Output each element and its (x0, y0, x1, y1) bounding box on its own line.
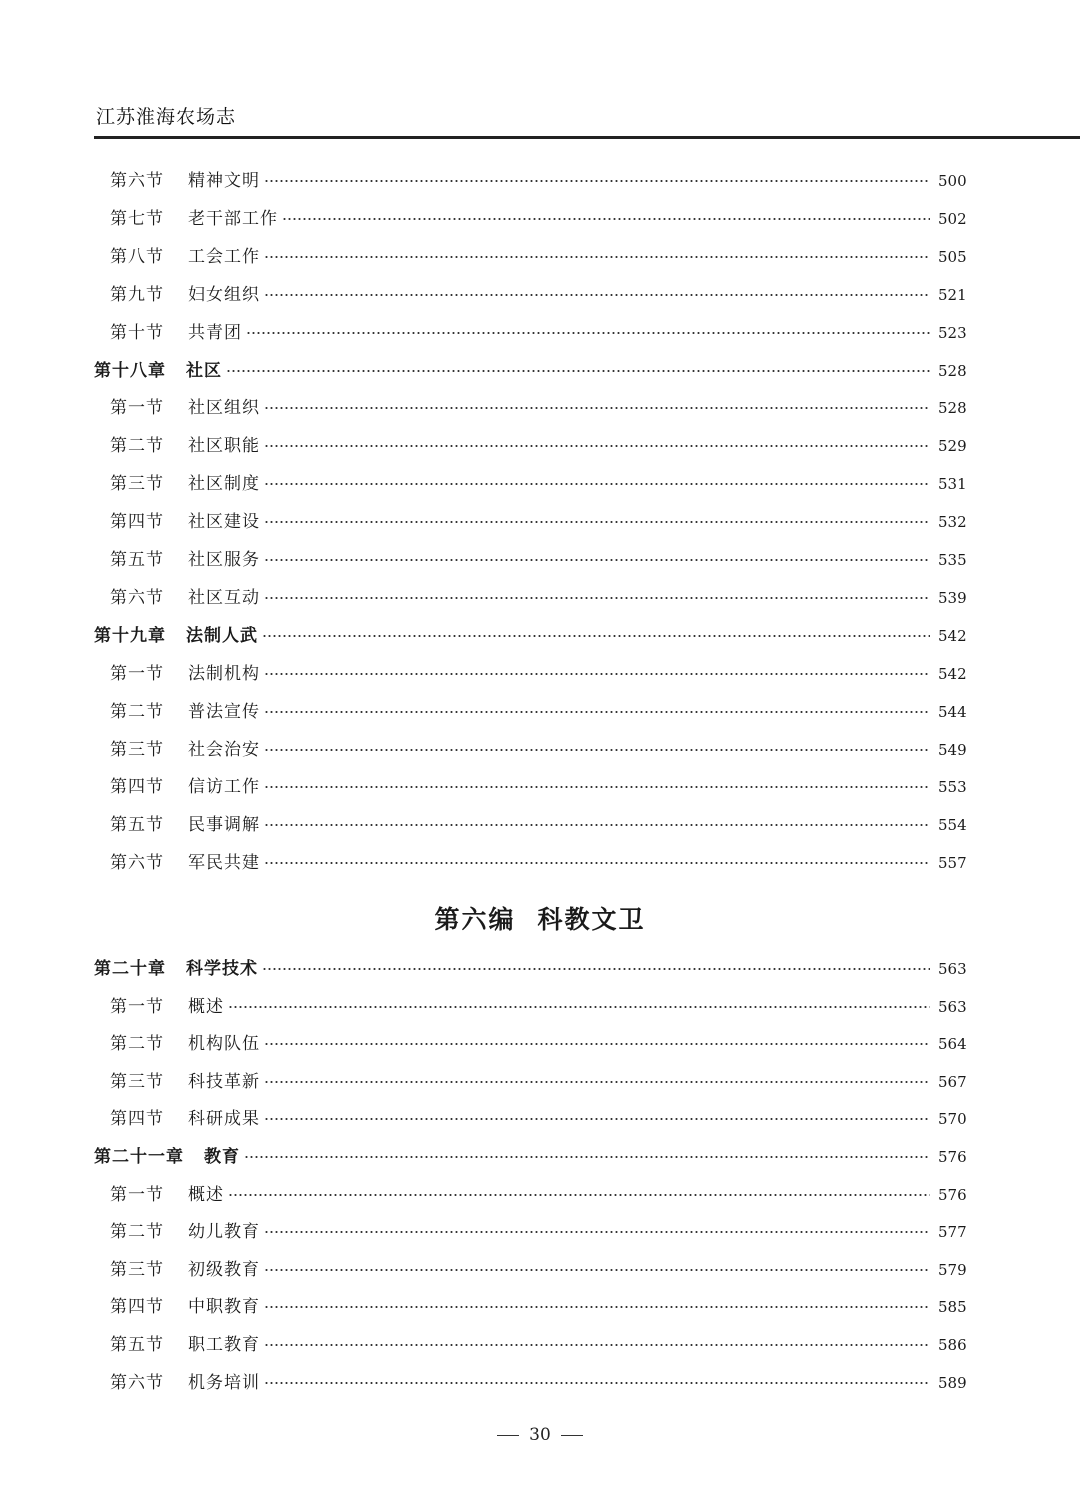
dot-leader (264, 482, 930, 486)
toc-entry-number: 第一节 (110, 398, 164, 419)
part-title: 科教文卫 (537, 905, 646, 934)
toc-section-entry (110, 168, 967, 194)
dot-leader (264, 1042, 930, 1046)
toc-entry-page: 579 (938, 1260, 967, 1279)
toc-entry-page: 539 (938, 588, 967, 607)
toc-section-entry (110, 1332, 967, 1358)
toc-entry-number: 第二节 (110, 436, 164, 457)
toc-entry-number: 第一节 (110, 663, 164, 684)
toc-entry-title: 信访工作 (188, 777, 260, 798)
toc-entry-title: 社区 (186, 360, 222, 381)
toc-entry-number: 第三节 (110, 1071, 164, 1092)
toc-entry-page: 532 (938, 513, 967, 532)
toc-entry-page: 544 (938, 702, 967, 721)
toc-entry-page: 576 (938, 1185, 967, 1204)
toc-entry-title: 机务培训 (188, 1372, 260, 1393)
toc-section-entry (110, 1031, 967, 1057)
footer-dash-left (497, 1435, 519, 1436)
toc-entry-number: 第一节 (110, 996, 164, 1017)
toc-section-entry (110, 737, 967, 763)
dot-leader (246, 331, 930, 335)
dot-leader (264, 1268, 930, 1272)
toc-entry-page: 523 (938, 323, 967, 342)
toc-entry-page: 563 (938, 960, 967, 978)
dot-leader (264, 1230, 930, 1234)
dot-leader (264, 1305, 930, 1309)
dot-leader (264, 444, 930, 448)
toc-entry-page: 528 (938, 361, 967, 380)
toc-entry-title: 社区制度 (188, 474, 260, 495)
toc-entry-title: 普法宣传 (188, 701, 260, 722)
dot-leader (262, 634, 930, 638)
dot-leader (264, 823, 930, 827)
part-number: 第六编 (434, 905, 516, 934)
toc-entry-title: 社会治安 (188, 739, 260, 760)
toc-entry-number: 第一节 (110, 1184, 164, 1205)
toc-entry-number: 第六节 (110, 1372, 164, 1393)
toc-chapter-entry (94, 1144, 967, 1170)
toc-entry-title: 概述 (188, 996, 224, 1017)
toc-entry-number: 第八节 (110, 246, 164, 267)
toc-entry-number: 第四节 (110, 777, 164, 798)
toc-entry-page: 505 (938, 247, 967, 266)
dot-leader (264, 179, 930, 183)
toc-entry-title: 共青团 (188, 322, 242, 343)
toc-entry-page: 576 (938, 1148, 967, 1166)
toc-entry-title: 法制人武 (186, 625, 258, 646)
dot-leader (228, 1193, 930, 1197)
toc-entry-number: 第五节 (110, 1335, 164, 1355)
toc-section-entry (110, 1106, 967, 1132)
toc-entry-number: 第四节 (110, 512, 164, 533)
dot-leader (264, 293, 930, 297)
toc-entry-number: 第二节 (110, 701, 164, 722)
toc-section-entry (110, 547, 967, 573)
toc-entry-title: 精神文明 (188, 171, 260, 191)
toc-entry-page: 586 (938, 1336, 967, 1354)
dot-leader (264, 558, 930, 562)
toc-entry-number: 第二节 (110, 1034, 164, 1055)
toc-chapter-entry (94, 623, 967, 649)
book-title: 江苏淮海农场志 (96, 106, 237, 128)
toc-entry-page: 564 (938, 1035, 967, 1054)
toc-entry-page: 557 (938, 854, 967, 873)
toc-entry-number: 第三节 (110, 739, 164, 760)
toc-entry-number: 第十节 (110, 322, 164, 343)
toc-entry-title: 法制机构 (188, 663, 260, 684)
dot-leader (264, 1080, 930, 1084)
page-number: 30 (529, 1425, 551, 1445)
toc-entry-number: 第六节 (110, 587, 164, 608)
footer-dash-right (561, 1435, 583, 1436)
toc-entry-title: 社区服务 (188, 550, 260, 570)
dot-leader (264, 861, 930, 865)
toc-section-entry (110, 244, 967, 270)
toc-section-entry (110, 206, 967, 232)
toc-entry-title: 老干部工作 (188, 208, 278, 229)
toc-entry-page: 542 (938, 664, 967, 683)
dot-leader (226, 369, 930, 373)
dot-leader (264, 255, 930, 259)
toc-entry-page: 500 (938, 172, 967, 190)
toc-entry-page: 535 (938, 551, 967, 569)
toc-entry-title: 工会工作 (188, 246, 260, 267)
toc-section-entry (110, 1294, 967, 1320)
toc-entry-title: 民事调解 (188, 815, 260, 836)
toc-entry-title: 军民共建 (188, 853, 260, 874)
toc-entry-title: 社区互动 (188, 587, 260, 608)
toc-section-entry (110, 1219, 967, 1245)
toc-section-entry (110, 661, 967, 687)
toc-entry-page: 570 (938, 1110, 967, 1129)
dot-leader (262, 967, 930, 971)
toc-entry-page: 521 (938, 285, 967, 304)
toc-section-entry (110, 1370, 967, 1396)
toc-section-entry (110, 395, 967, 421)
toc-section-entry (110, 850, 967, 876)
toc-section-entry (110, 433, 967, 459)
toc-section-entry (110, 1069, 967, 1095)
part-heading (0, 900, 1080, 936)
dot-leader (264, 710, 930, 714)
dot-leader (264, 1381, 930, 1385)
dot-leader (228, 1005, 930, 1009)
toc-entry-page: 553 (938, 778, 967, 797)
toc-entry-title: 初级教育 (188, 1259, 260, 1280)
toc-section-entry (110, 994, 967, 1020)
dot-leader (282, 217, 930, 221)
toc-entry-number: 第五节 (110, 550, 164, 570)
toc-entry-number: 第四节 (110, 1109, 164, 1130)
dot-leader (264, 1343, 930, 1347)
toc-chapter-entry (94, 956, 967, 982)
toc-section-entry (110, 509, 967, 535)
dot-leader (264, 785, 930, 789)
toc-section-entry (110, 1257, 967, 1283)
toc-entry-number: 第二十章 (94, 959, 166, 979)
toc-entry-title: 幼儿教育 (188, 1222, 260, 1243)
toc-entry-number: 第十九章 (94, 625, 166, 646)
toc-entry-title: 科研成果 (188, 1109, 260, 1130)
toc-entry-page: 549 (938, 740, 967, 759)
dot-leader (264, 1117, 930, 1121)
toc-entry-title: 社区组织 (188, 398, 260, 419)
toc-section-entry (110, 699, 967, 725)
toc-section-entry (110, 812, 967, 838)
toc-section-entry (110, 320, 967, 346)
dot-leader (264, 596, 930, 600)
toc-entry-title: 社区建设 (188, 512, 260, 533)
toc-entry-page: 528 (938, 399, 967, 418)
toc-entry-page: 567 (938, 1072, 967, 1091)
toc-entry-number: 第二十一章 (94, 1147, 184, 1167)
toc-entry-number: 第五节 (110, 815, 164, 836)
toc-entry-page: 542 (938, 626, 967, 645)
toc-section-entry (110, 774, 967, 800)
toc-section-entry (110, 1182, 967, 1208)
toc-entry-number: 第六节 (110, 853, 164, 874)
toc-entry-number: 第四节 (110, 1297, 164, 1318)
toc-entry-number: 第十八章 (94, 360, 166, 381)
toc-entry-page: 502 (938, 209, 967, 228)
dot-leader (264, 672, 930, 676)
toc-entry-page: 577 (938, 1223, 967, 1242)
toc-entry-page: 585 (938, 1298, 967, 1317)
toc-entry-number: 第三节 (110, 1259, 164, 1280)
toc-entry-title: 社区职能 (188, 436, 260, 457)
toc-section-entry (110, 471, 967, 497)
toc-entry-title: 妇女组织 (188, 284, 260, 305)
toc-entry-title: 科学技术 (186, 959, 258, 979)
toc-chapter-entry (94, 358, 967, 384)
toc-entry-page: 554 (938, 816, 967, 835)
toc-entry-title: 中职教育 (188, 1297, 260, 1318)
dot-leader (264, 520, 930, 524)
toc-entry-title: 机构队伍 (188, 1034, 260, 1055)
toc-entry-title: 教育 (204, 1147, 240, 1167)
dot-leader (264, 406, 930, 410)
toc-section-entry (110, 282, 967, 308)
toc-entry-page: 531 (938, 475, 967, 494)
toc-entry-number: 第三节 (110, 474, 164, 495)
toc-entry-number: 第九节 (110, 284, 164, 305)
toc-entry-number: 第六节 (110, 171, 164, 191)
toc-entry-title: 科技革新 (188, 1071, 260, 1092)
header-rule (94, 136, 1080, 139)
toc-entry-number: 第二节 (110, 1222, 164, 1243)
toc-entry-page: 563 (938, 997, 967, 1016)
toc-section-entry (110, 585, 967, 611)
dot-leader (264, 748, 930, 752)
dot-leader (244, 1155, 930, 1159)
toc-entry-title: 职工教育 (188, 1335, 260, 1355)
toc-entry-page: 589 (938, 1373, 967, 1392)
toc-entry-number: 第七节 (110, 208, 164, 229)
toc-entry-title: 概述 (188, 1184, 224, 1205)
page-footer (0, 1425, 1080, 1445)
toc-entry-page: 529 (938, 437, 967, 456)
